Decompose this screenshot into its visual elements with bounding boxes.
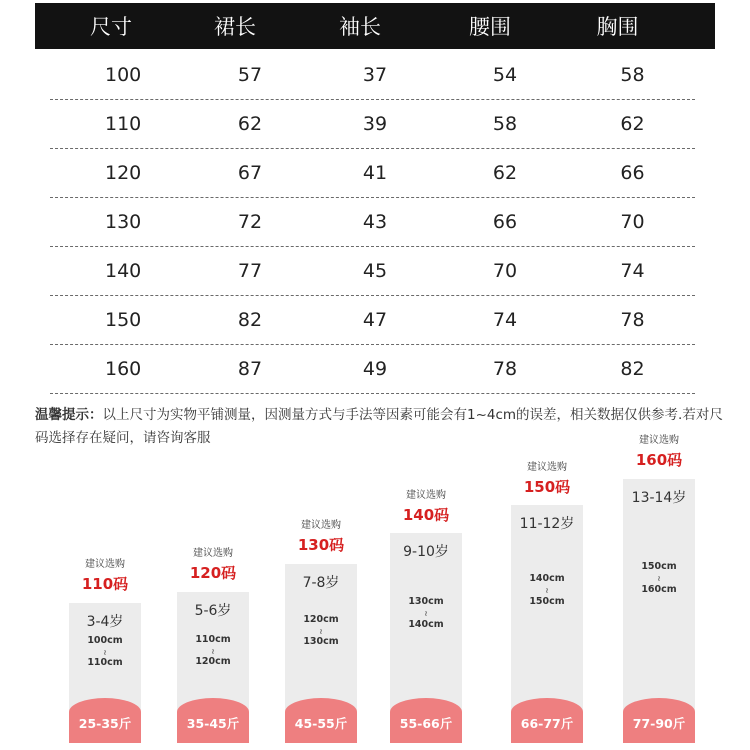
age-range: 5-6岁 [194, 603, 232, 619]
cell-sleeve-length: 37 [362, 64, 388, 86]
cell-waist: 74 [492, 309, 518, 331]
header-waist: 腰围 [469, 15, 511, 39]
size-code: 140码 [402, 506, 450, 524]
weight-range: 55-66斤 [390, 698, 462, 743]
tilde-icon: ≀ [319, 627, 323, 636]
height-min: 150cm [641, 561, 677, 572]
age-range: 11-12岁 [519, 516, 575, 532]
cell-skirt-length: 67 [237, 162, 263, 184]
cell-chest: 58 [620, 64, 645, 86]
height-max: 160cm [641, 584, 677, 595]
size-bar-110 [69, 603, 141, 743]
tilde-icon: ≀ [424, 609, 428, 618]
cell-skirt-length: 57 [237, 64, 263, 86]
cell-chest: 74 [620, 260, 645, 282]
cell-skirt-length: 72 [237, 211, 263, 233]
height-min: 140cm [529, 573, 565, 584]
recommend-label: 建议选购 [406, 490, 446, 501]
table-row [50, 296, 695, 345]
cell-skirt-length: 87 [237, 358, 263, 380]
height-min: 130cm [408, 596, 444, 607]
header-size: 尺寸 [90, 15, 132, 39]
size-code: 110码 [81, 575, 129, 593]
note-title: 温馨提示： [35, 407, 103, 423]
height-min: 120cm [303, 614, 339, 625]
recommend-label: 建议选购 [301, 520, 341, 531]
tilde-icon: ≀ [657, 574, 661, 583]
height-max: 140cm [408, 619, 444, 630]
table-row [50, 149, 695, 198]
cell-waist: 66 [492, 211, 518, 233]
size-label-130 [276, 516, 366, 555]
age-range: 7-8岁 [302, 575, 340, 591]
height-max: 130cm [303, 636, 339, 647]
size-label-140 [381, 486, 471, 525]
cell-sleeve-length: 47 [362, 309, 388, 331]
cell-sleeve-length: 41 [362, 162, 388, 184]
cell-size: 110 [105, 113, 142, 135]
recommend-label: 建议选购 [527, 462, 567, 473]
age-range: 9-10岁 [403, 544, 449, 560]
cell-size: 160 [105, 358, 142, 380]
cell-waist: 70 [492, 260, 518, 282]
weight-range: 66-77斤 [511, 698, 583, 743]
size-label-120 [168, 544, 258, 583]
weight-range: 45-55斤 [285, 698, 357, 743]
cell-skirt-length: 82 [237, 309, 263, 331]
table-row [50, 345, 695, 394]
size-bar-160 [623, 479, 695, 743]
cell-waist: 58 [492, 113, 518, 135]
age-range: 3-4岁 [86, 614, 124, 630]
cell-skirt-length: 77 [237, 260, 263, 282]
weight-range: 25-35斤 [69, 698, 141, 743]
table-row [50, 100, 695, 149]
height-min: 110cm [195, 634, 231, 645]
cell-sleeve-length: 39 [362, 113, 388, 135]
size-label-150 [502, 458, 592, 497]
table-row [50, 247, 695, 296]
cell-size: 130 [105, 211, 142, 233]
recommend-label: 建议选购 [85, 559, 125, 570]
cell-chest: 78 [620, 309, 645, 331]
table-row [50, 198, 695, 247]
cell-sleeve-length: 49 [362, 358, 388, 380]
cell-waist: 54 [492, 64, 518, 86]
header-skirt-length: 裙长 [214, 15, 256, 39]
header-sleeve-length: 袖长 [339, 15, 381, 39]
height-max: 120cm [195, 656, 231, 667]
cell-size: 100 [105, 64, 142, 86]
size-code: 130码 [297, 536, 345, 554]
recommend-label: 建议选购 [193, 548, 233, 559]
size-bar-150 [511, 505, 583, 743]
cell-waist: 62 [492, 162, 518, 184]
size-table-header [35, 3, 715, 49]
size-bar-140 [390, 533, 462, 743]
size-code: 150码 [523, 478, 571, 496]
age-range: 13-14岁 [631, 490, 687, 506]
cell-chest: 66 [620, 162, 645, 184]
height-min: 100cm [87, 635, 123, 646]
cell-chest: 62 [620, 113, 645, 135]
table-row [50, 51, 695, 100]
size-label-160 [614, 431, 704, 470]
weight-range: 77-90斤 [623, 698, 695, 743]
cell-skirt-length: 62 [237, 113, 263, 135]
size-code: 160码 [635, 451, 683, 469]
cell-size: 140 [105, 260, 142, 282]
cell-size: 150 [105, 309, 142, 331]
size-code: 120码 [189, 564, 237, 582]
tilde-icon: ≀ [103, 648, 107, 657]
cell-size: 120 [105, 162, 142, 184]
note-text: 以上尺寸为实物平铺测量，因测量方式与手法等因素可能会有1~4cm的误差，相关数据仅供参考.若对尺码选择存在疑问，请咨询客服 [35, 407, 723, 446]
cell-chest: 82 [620, 358, 645, 380]
size-bar-120 [177, 592, 249, 743]
cell-sleeve-length: 45 [362, 260, 388, 282]
header-chest: 胸围 [596, 15, 639, 39]
recommend-label: 建议选购 [639, 435, 679, 446]
cell-chest: 70 [620, 211, 645, 233]
size-label-110 [60, 555, 150, 594]
tilde-icon: ≀ [545, 586, 549, 595]
size-bar-130 [285, 564, 357, 743]
cell-sleeve-length: 43 [362, 211, 388, 233]
tilde-icon: ≀ [211, 647, 215, 656]
height-max: 150cm [529, 596, 565, 607]
weight-range: 35-45斤 [177, 698, 249, 743]
cell-waist: 78 [492, 358, 518, 380]
height-max: 110cm [87, 657, 123, 668]
